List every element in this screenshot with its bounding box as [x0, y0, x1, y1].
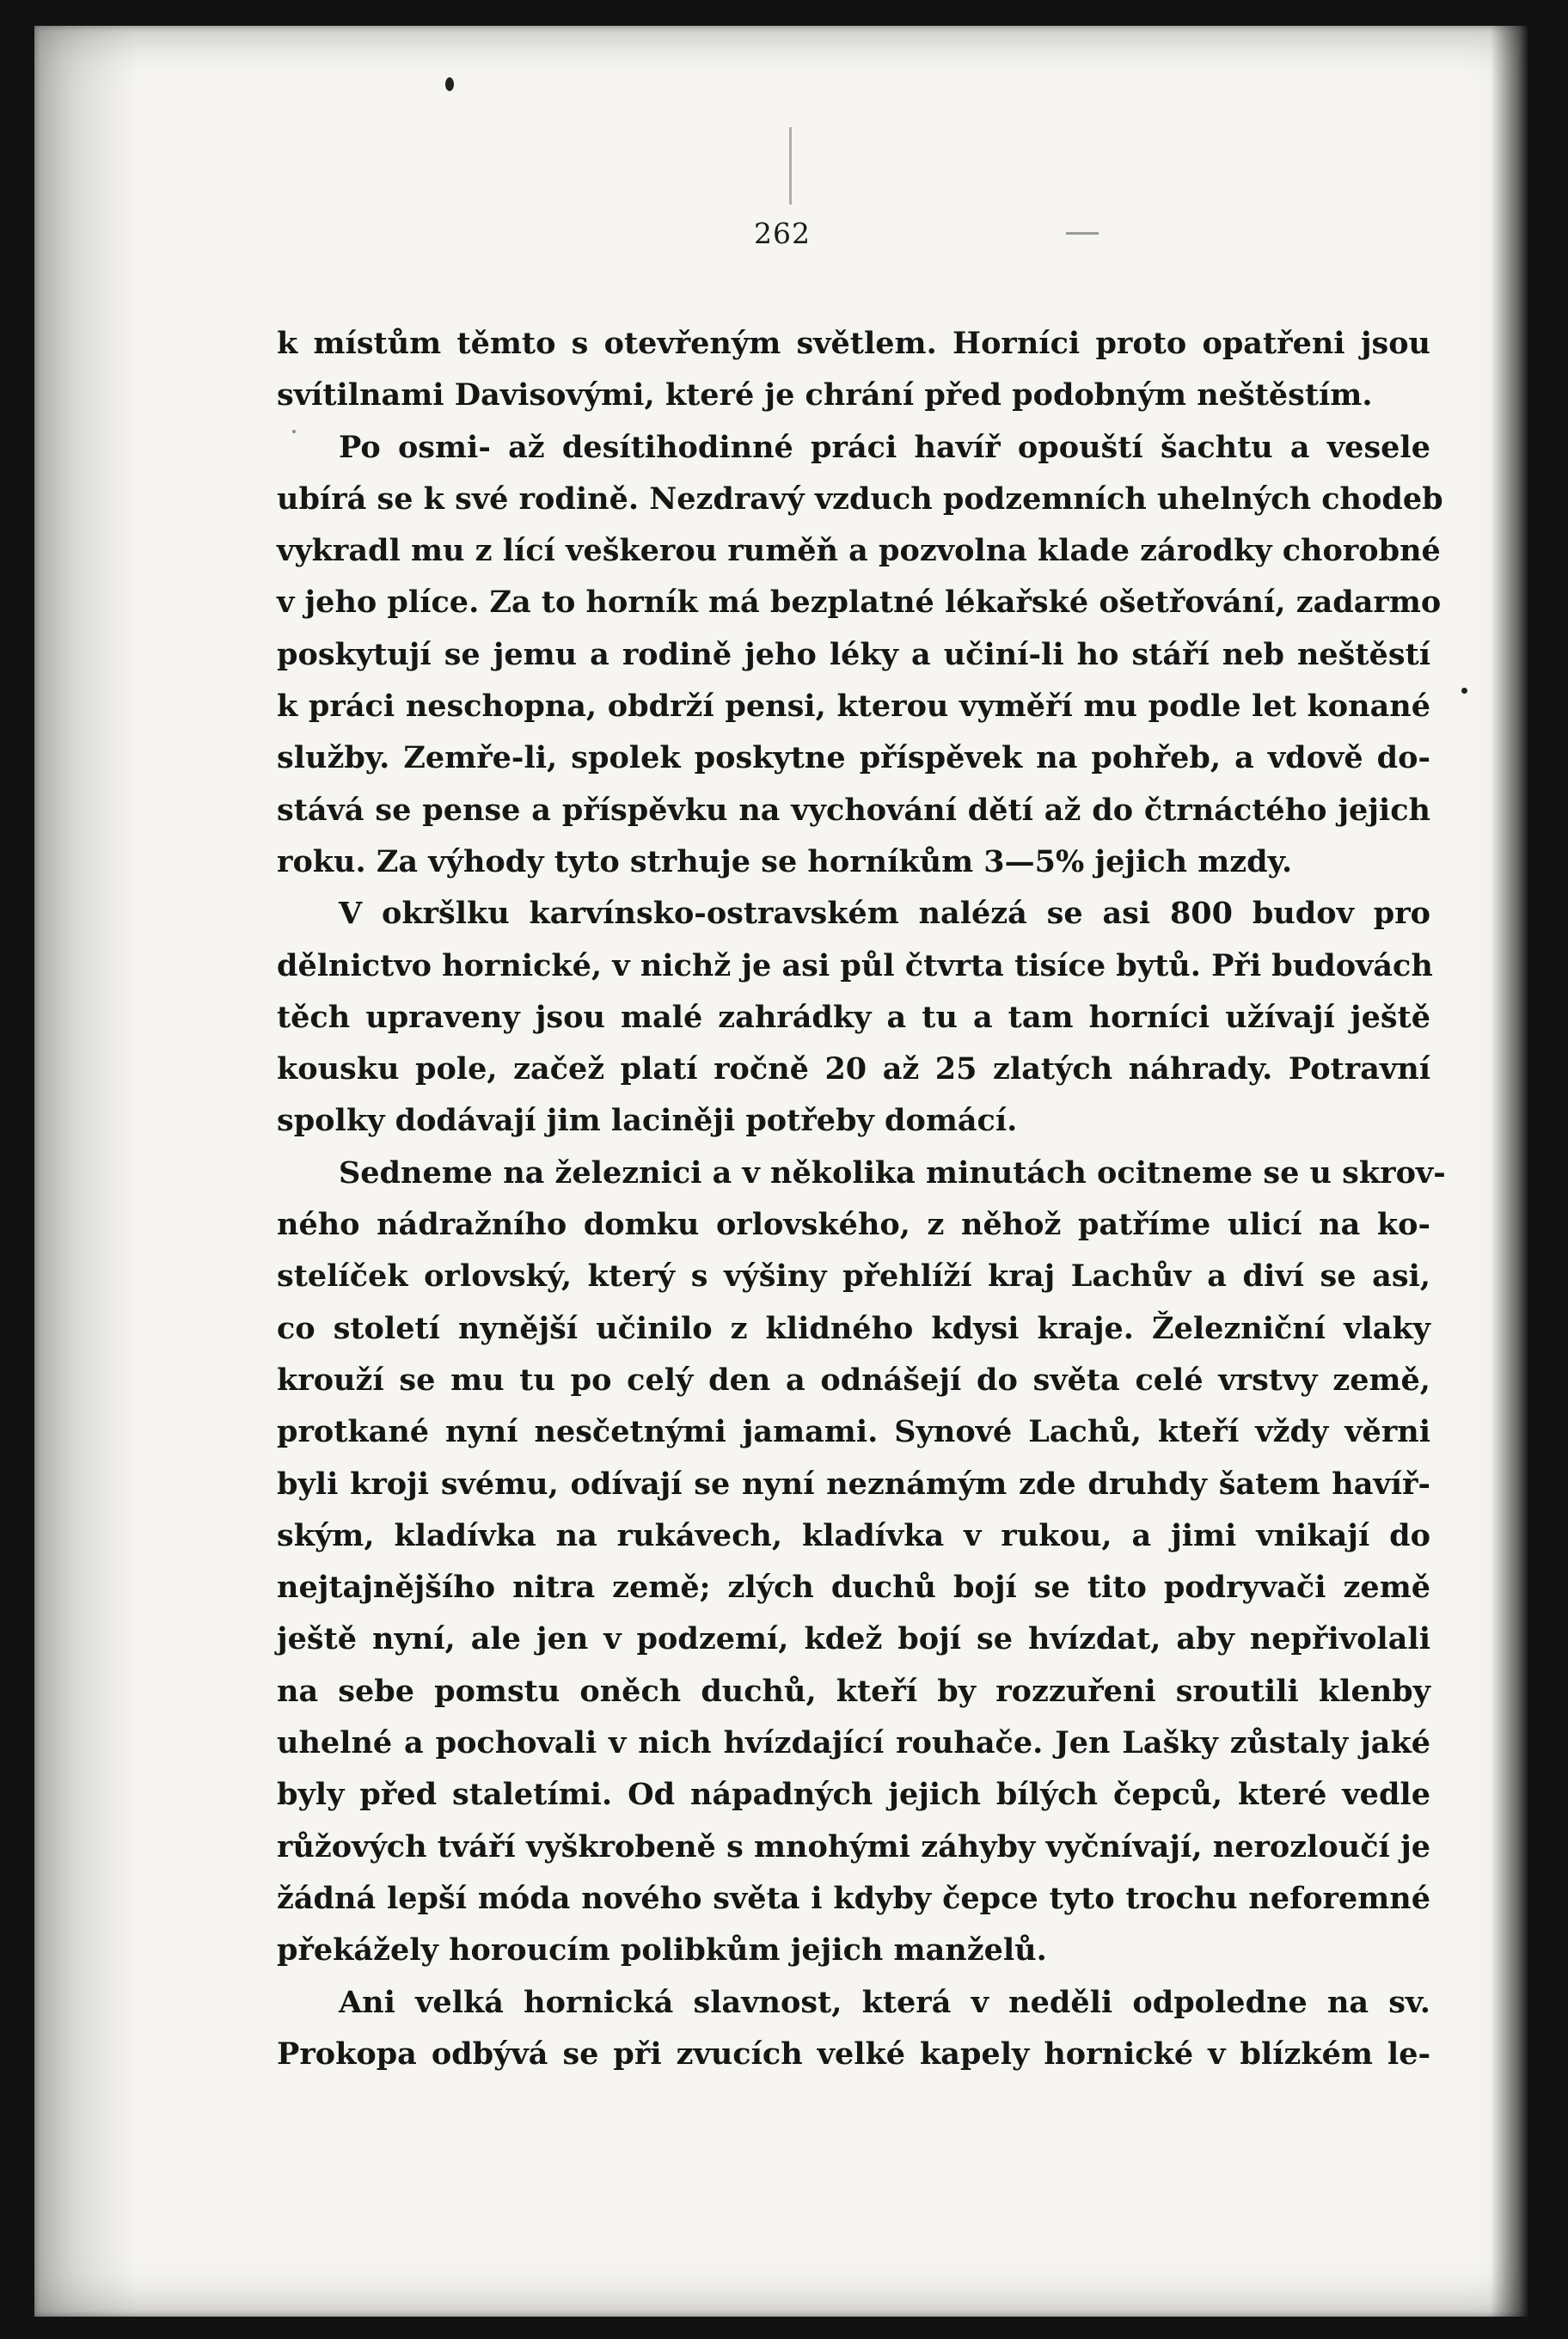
page-left-shadow — [34, 26, 138, 2317]
text-line: spolky dodávají jim laciněji potřeby domácí. — [277, 1103, 1018, 1139]
page-right-edge-shadow — [1491, 26, 1530, 2317]
text-line: ještě nyní, ale jen v podzemí, kdež bojí se hvízdat, aby nepřivolali — [277, 1621, 1430, 1657]
text-line: ským, kladívka na rukávech, kladívka v rukou, a jimi vnikají do — [277, 1517, 1430, 1553]
text-line: vykradl mu z lící veškerou ruměň a pozvolna klade zárodky chorobné — [277, 533, 1441, 569]
text-line: růžových tváří vyškrobeně s mnohými záhyby vyčnívají, nerozloučí je — [277, 1828, 1430, 1864]
body-text — [277, 318, 1446, 2080]
text-line: byly před staletími. Od nápadných jejich bílých čepců, které vedle — [277, 1777, 1430, 1813]
text-line: v jeho plíce. Za to horník má bezplatné lékařské ošetřování, zadarmo — [277, 585, 1442, 621]
text-line: krouží se mu tu po celý den a odnášejí do světa celé vrstvy země, — [277, 1362, 1430, 1398]
header-dash — [1066, 232, 1099, 235]
dust-speck — [1461, 688, 1467, 694]
text-line: Ani velká hornická slavnost, která v neděli odpoledne na sv. — [339, 1984, 1430, 2020]
dust-speck — [445, 77, 454, 91]
text-line: dělnictvo hornické, v nichž je asi půl čtvrta tisíce bytů. Při budovách — [277, 947, 1433, 983]
text-line: služby. Zemře-li, spolek poskytne příspěvek na pohřeb, a vdově do- — [277, 740, 1430, 776]
text-line: k práci neschopna, obdrží pensi, kterou vyměří mu podle let konané — [277, 689, 1430, 725]
text-line: poskytují se jemu a rodině jeho léky a učiní-li ho stáří neb neštěstí — [277, 636, 1430, 672]
text-line: stává se pense a příspěvku na vychování dětí až do čtrnáctého jejich — [277, 792, 1430, 828]
text-line: k místům těmto s otevřeným světlem. Horníci proto opatřeni jsou — [277, 326, 1430, 361]
text-line: roku. Za výhody tyto strhuje se horníkům 3—5% jejich mzdy. — [277, 843, 1293, 879]
text-line: ného nádražního domku orlovského, z něhož patříme ulicí na ko- — [277, 1207, 1430, 1243]
text-line: žádná lepší móda nového světa i kdyby čepce tyto trochu neforemné — [277, 1880, 1430, 1916]
text-line: stelíček orlovský, který s výšiny přehlíží kraj Lachův a diví se asi, — [277, 1258, 1430, 1295]
text-line: V okršlku karvínsko-ostravském nalézá se asi 800 budov pro — [339, 896, 1430, 932]
text-line: kousku pole, začež platí ročně 20 až 25 zlatých náhrady. Potravní — [277, 1051, 1430, 1087]
text-line: byli kroji svému, odívají se nyní neznámým zde druhdy šatem havíř- — [277, 1466, 1430, 1502]
text-line: Prokopa odbývá se při zvucích velké kapely hornické v blízkém le- — [277, 2036, 1430, 2072]
text-line: překážely horoucím polibkům jejich manželů. — [277, 1932, 1047, 1969]
text-line: svítilnami Davisovými, které je chrání před podobným neštěstím. — [277, 377, 1373, 413]
text-line: Sedneme na železnici a v několika minutách ocitneme se u skrov- — [339, 1154, 1446, 1191]
text-line: co století nynější učinilo z klidného kdysi kraje. Železniční vlaky — [277, 1310, 1430, 1346]
text-line: Po osmi- až desítihodinné práci havíř opouští šachtu a vesele — [339, 429, 1430, 465]
text-line: protkané nyní nesčetnými jamami. Synové Lachů, kteří vždy věrni — [277, 1414, 1430, 1450]
text-line: na sebe pomstu oněch duchů, kteří by rozzuřeni sroutili klenby — [277, 1673, 1430, 1709]
text-line: nejtajnějšího nitra země; zlých duchů bojí se tito podryvači země — [277, 1570, 1430, 1606]
text-line: ubírá se k své rodině. Nezdravý vzduch podzemních uhelných chodeb — [277, 481, 1443, 517]
scan-artifact-mark — [789, 127, 792, 205]
text-line: těch upraveny jsou malé zahrádky a tu a tam horníci užívají ještě — [277, 999, 1430, 1035]
book-page — [34, 26, 1530, 2317]
text-line: uhelné a pochovali v nich hvízdající rouhače. Jen Lašky zůstaly jaké — [277, 1725, 1430, 1761]
page-number: 262 — [754, 217, 811, 250]
